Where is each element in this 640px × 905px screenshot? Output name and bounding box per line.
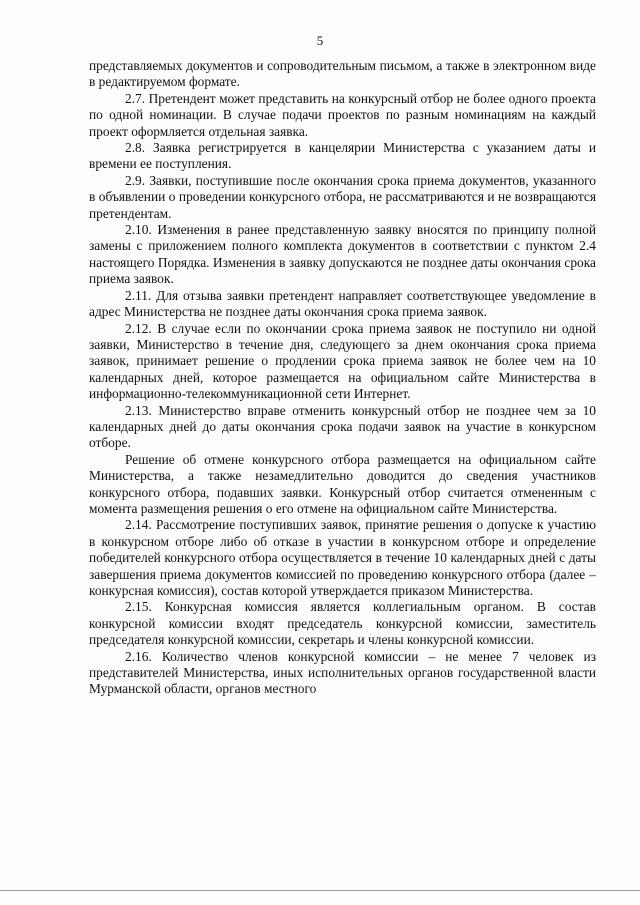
page-number: 5 xyxy=(316,33,324,48)
paragraph-2-11: 2.11. Для отзыва заявки претендент направляет соответствующее уведомление в адрес Министерства не позднее даты окончания срока приема заявок. xyxy=(89,287,596,320)
body-text xyxy=(89,58,596,698)
paragraph-2-8: 2.8. Заявка регистрируется в канцелярии Министерства с указанием даты и времени ее поступления. xyxy=(89,140,596,172)
paragraph-2-7: 2.7. Претендент может представить на конкурсный отбор не более одного проекта по одной номинации. В случае подачи проектов по разным номинациям на каждый проект оформляется отдельная заявка. xyxy=(89,90,596,139)
paragraph-2-9: 2.9. Заявки, поступившие после окончания срока приема документов, указанного в объявлении о проведении конкурсного отбора, не рассматриваются и не возвращаются претендентам. xyxy=(89,172,596,221)
paragraph-2-12: 2.12. В случае если по окончании срока приема заявок не поступило ни одной заявки, Министерство в течение дня, следующего за днем окончания срока приема заявок, принимает решение о продлении срока приема заявок не более чем на 10 календарных дней, которое размещается на официальном сайте Министерства в информационно-телекоммуникационной сети Интернет. xyxy=(89,320,596,402)
paragraph-continuation: представляемых документов и сопроводительным письмом, а также в электронном виде в редактируемом формате. xyxy=(89,58,596,90)
paragraph-2-10: 2.10. Изменения в ранее представленную заявку вносятся по принципу полной замены с приложением полного комплекта документов в соответствии с пунктом 2.4 настоящего Порядка. Изменения в заявку допускаются не позднее даты окончания срока приема заявок. xyxy=(89,222,596,287)
paragraph-2-14: 2.14. Рассмотрение поступивших заявок, принятие решения о допуске к участию в конкурсном отборе либо об отказе в участии в конкурсном отборе и определение победителей конкурсного отбора осуществляется в течение 10 календарных дней с даты завершения приема документов комиссией по проведению конкурсного отбора (далее – конкурсная комиссия), состав которой утверждается приказом Министерства. xyxy=(89,517,596,598)
footer-divider xyxy=(0,890,640,891)
paragraph-2-15: 2.15. Конкурсная комиссия является коллегиальным органом. В состав конкурсной комиссии входят председатель конкурсной комиссии, заместитель председателя конкурсной комиссии, секретарь и члены конкурсной комиссии. xyxy=(89,599,596,648)
paragraph-2-13: 2.13. Министерство вправе отменить конкурсный отбор не позднее чем за 10 календарных дней до даты окончания срока подачи заявок на участие в конкурсном отборе. xyxy=(89,402,596,451)
paragraph-cancellation-decision: Решение об отмене конкурсного отбора размещается на официальном сайте Министерства, а также незамедлительно доводится до сведения участников конкурсного отбора, подавших заявки. Конкурсный отбор считается отмененным с момента размещения решения о его отмене на официальном сайте Министерства. xyxy=(89,451,596,516)
paragraph-2-16: 2.16. Количество членов конкурсной комиссии – не менее 7 человек из представителей Министерства, иных исполнительных органов государственной власти Мурманской области, органов местного xyxy=(89,648,596,697)
